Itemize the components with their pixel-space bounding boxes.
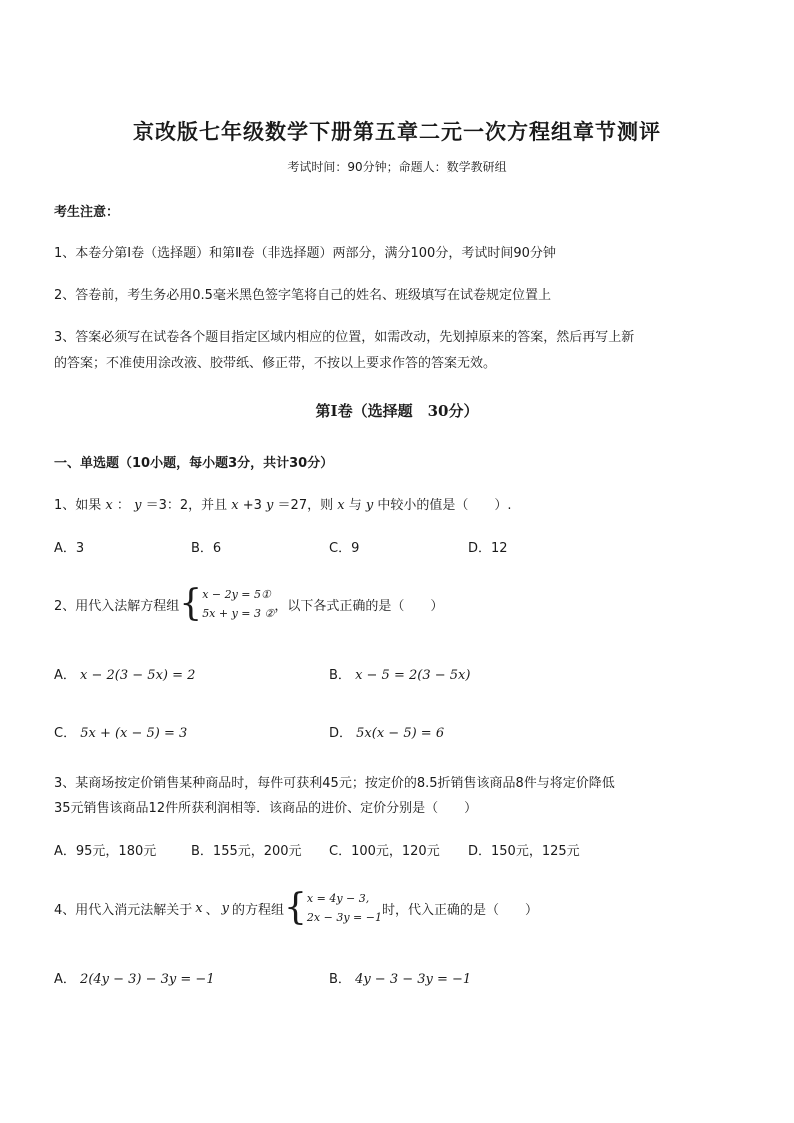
- option-a: [54, 968, 215, 987]
- var-y: y: [365, 498, 374, 513]
- option-d: D．12: [468, 541, 508, 556]
- var-x: x: [231, 498, 239, 513]
- option-b: B．6: [191, 541, 222, 556]
- stem-text: 中较小的值是（ ）.: [377, 498, 512, 513]
- var-x: x: [105, 498, 113, 513]
- option-b: B．155元，200元: [191, 844, 302, 859]
- notice-item: 2、答卷前，考生务必用0.5毫米黑色签字笔将自己的姓名、班级填写在试卷规定位置上: [54, 288, 551, 303]
- notice-heading: 考生注意：: [54, 205, 120, 220]
- option-expression: x − 2(3 − 5x) = 2: [80, 668, 196, 683]
- equation-line: 5x + y = 3 ②: [202, 607, 275, 620]
- equation-line: 2x − 3y = −1: [306, 911, 382, 924]
- option-c: C．9: [329, 541, 360, 556]
- option-expression: x − 5 = 2(3 − 5x): [355, 668, 471, 683]
- notice-item-continued: 的答案；不准使用涂改液、胶带纸、修正带，不按以上要求作答的答案无效。: [54, 356, 497, 371]
- stem-text: 4、用代入消元法解关于: [54, 902, 193, 918]
- stem-text: 的方程组: [232, 902, 285, 918]
- stem-text: ：: [116, 498, 130, 513]
- stem-text: 、: [205, 902, 219, 918]
- var-y: y: [134, 498, 142, 513]
- option-c: [54, 722, 187, 741]
- option-a: A．3: [54, 541, 85, 556]
- equation-system: [179, 585, 274, 623]
- var-y: y: [221, 900, 229, 916]
- question-1-stem: [54, 494, 512, 513]
- option-d: D．150元，125元: [468, 844, 580, 859]
- question-3-stem-continued: 35元销售该商品12件所获利润相等．该商品的进价、定价分别是（ ）: [54, 801, 478, 816]
- option-expression: 5x(x − 5) = 6: [356, 726, 445, 741]
- notice-item: 3、答案必须写在试卷各个题目指定区域内相应的位置，如需改动，先划掉原来的答案，然后再写上新: [54, 330, 635, 345]
- option-label: A．: [54, 972, 76, 987]
- question-3-stem: 3、某商场按定价销售某种商品时，每件可获利45元；按定价的8.5折销售该商品8件与将定价降低: [54, 776, 615, 791]
- var-x: x: [195, 900, 203, 916]
- option-b: [329, 968, 471, 987]
- option-d: [329, 722, 444, 741]
- option-a: [54, 664, 195, 683]
- section-title: 第Ⅰ卷（选择题 30分）: [315, 402, 479, 420]
- option-expression: 5x + (x − 5) = 3: [80, 726, 188, 741]
- option-b: [329, 664, 470, 683]
- option-label: A．: [54, 668, 76, 683]
- stem-text: ＝3：2，并且: [145, 498, 228, 513]
- equation-system: [284, 889, 382, 927]
- option-label: C．: [54, 726, 77, 741]
- var-x: x: [337, 498, 345, 513]
- option-a: A．95元，180元: [54, 844, 157, 859]
- stem-text: ，以下各式正确的是（ ）: [274, 598, 444, 614]
- option-label: B．: [329, 972, 351, 987]
- notice-item: 1、本卷分第Ⅰ卷（选择题）和第Ⅱ卷（非选择题）两部分，满分100分，考试时间90分钟: [54, 246, 556, 261]
- option-expression: 2(4y − 3) − 3y = −1: [80, 972, 215, 987]
- stem-text: +3: [242, 498, 262, 513]
- stem-text: 2、用代入法解方程组: [54, 598, 180, 614]
- stem-text: 1、如果: [54, 498, 102, 513]
- equation-line: x − 2y = 5①: [202, 588, 271, 601]
- equation-line: x = 4y − 3,: [306, 892, 370, 905]
- brace-icon: {: [284, 887, 307, 928]
- option-label: B．: [329, 668, 351, 683]
- option-expression: 4y − 3 − 3y = −1: [355, 972, 472, 987]
- exam-info: 考试时间：90分钟；命题人：数学教研组: [287, 160, 507, 174]
- stem-text: 时，代入正确的是（ ）: [381, 902, 538, 918]
- stem-text: ＝27，则: [277, 498, 334, 513]
- option-label: D．: [329, 726, 353, 741]
- stem-text: 与: [348, 498, 362, 513]
- brace-icon: {: [179, 583, 203, 624]
- page-title: 京改版七年级数学下册第五章二元一次方程组章节测评: [133, 119, 661, 144]
- question-4-stem: [54, 886, 538, 930]
- question-2-stem: [54, 584, 443, 624]
- var-y: y: [266, 498, 274, 513]
- part-heading: 一、单选题（10小题，每小题3分，共计30分）: [54, 456, 334, 471]
- option-c: C．100元，120元: [329, 844, 440, 859]
